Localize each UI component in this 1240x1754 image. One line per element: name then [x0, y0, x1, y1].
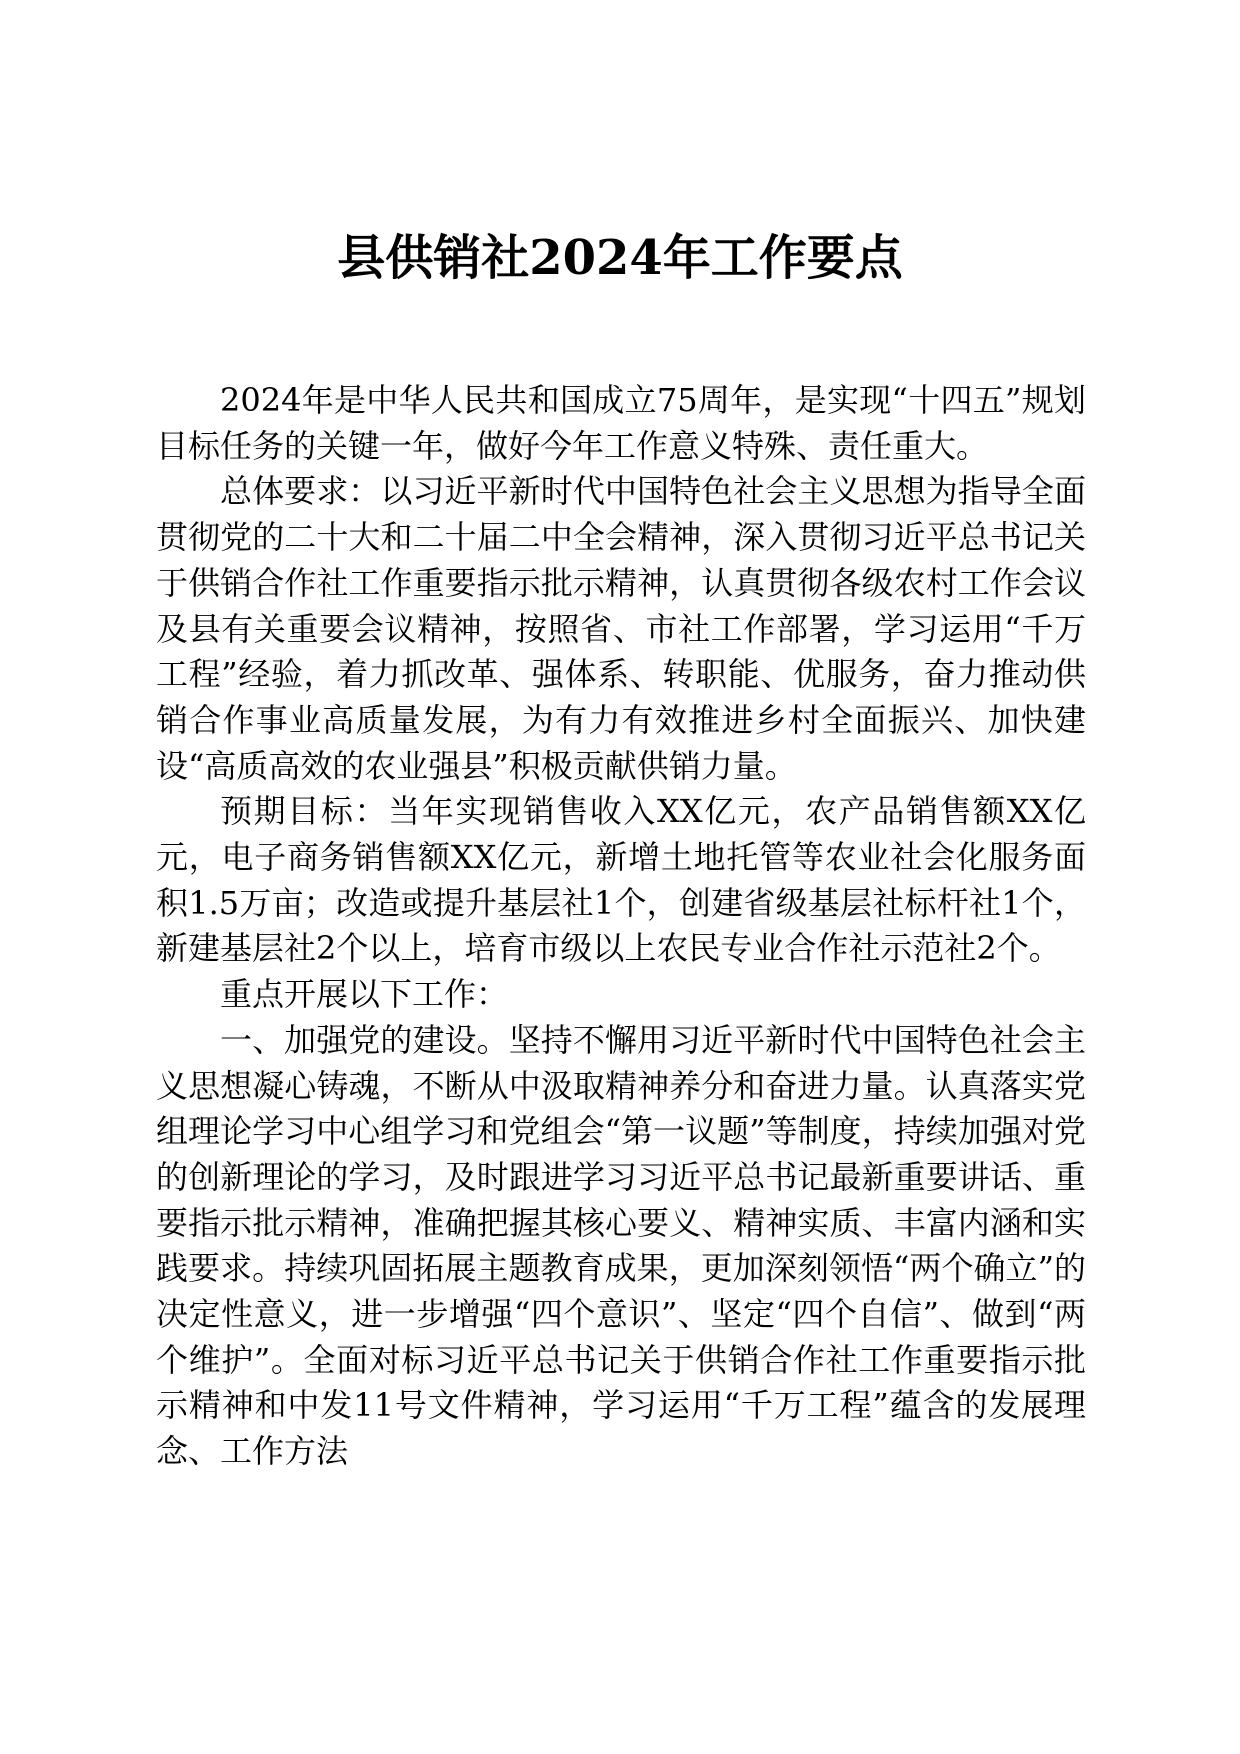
paragraph-text: 预期目标：当年实现销售收入XX亿元，农产品销售额XX亿元，电子商务销售额XX亿元，新增土地托管等农业社会化服务面积1.5万亩；改造或提升基层社1个，创建省级基层社标杆社1个，新建基层社2个以上，培育市级以上农民专业合作社示范社2个。	[156, 792, 1086, 968]
intro-paragraph	[156, 378, 1086, 469]
paragraph-text: 2024年是中华人民共和国成立75周年，是实现“十四五”规划目标任务的关键一年，做好今年工作意义特殊、责任重大。	[156, 381, 1086, 465]
key-work-intro-paragraph	[156, 972, 1086, 1018]
paragraph-text: 坚持不懈用习近平新时代中国特色社会主义思想凝心铸魂，不断从中汲取精神养分和奋进力量。认真落实党组理论学习中心组学习和党组会“第一议题”等制度，持续加强对党的创新理论的学习，及时跟进学习习近平总书记最新重要讲话、重要指示批示精神，准确把握其核心要义、精神实质、丰富内涵和实践要求。持续巩固拓展主题教育成果，更加深刻领悟“两个确立”的决定性意义，进一步增强“四个意识”、坚定“四个自信”、做到“两个维护”。全面对标习近平总书记关于供销合作社工作重要指示批示精神和中发11号文件精神，学习运用“千万工程”蕴含的发展理念、工作方法	[156, 1020, 1086, 1471]
paragraph-text: 总体要求：以习近平新时代中国特色社会主义思想为指导全面贯彻党的二十大和二十届二中全会精神，深入贯彻习近平总书记关于供销合作社工作重要指示批示精神，认真贯彻各级农村工作会议及县有关重要会议精神，按照省、市社工作部署，学习运用“千万工程”经验，着力抓改革、强体系、转职能、优服务，奋力推动供销合作事业高质量发展，为有力有效推进乡村全面振兴、加快建设“高质高效的农业强县”积极贡献供销力量。	[156, 472, 1086, 785]
paragraph-text: 重点开展以下工作：	[220, 975, 509, 1014]
section-one-paragraph	[156, 1018, 1086, 1475]
document-body	[156, 378, 1086, 1475]
overall-requirements-paragraph	[156, 469, 1086, 789]
page-title: 县供销社2024年工作要点	[337, 230, 903, 286]
section-heading: 一、加强党的建设。	[220, 1020, 509, 1059]
expected-goals-paragraph	[156, 789, 1086, 972]
